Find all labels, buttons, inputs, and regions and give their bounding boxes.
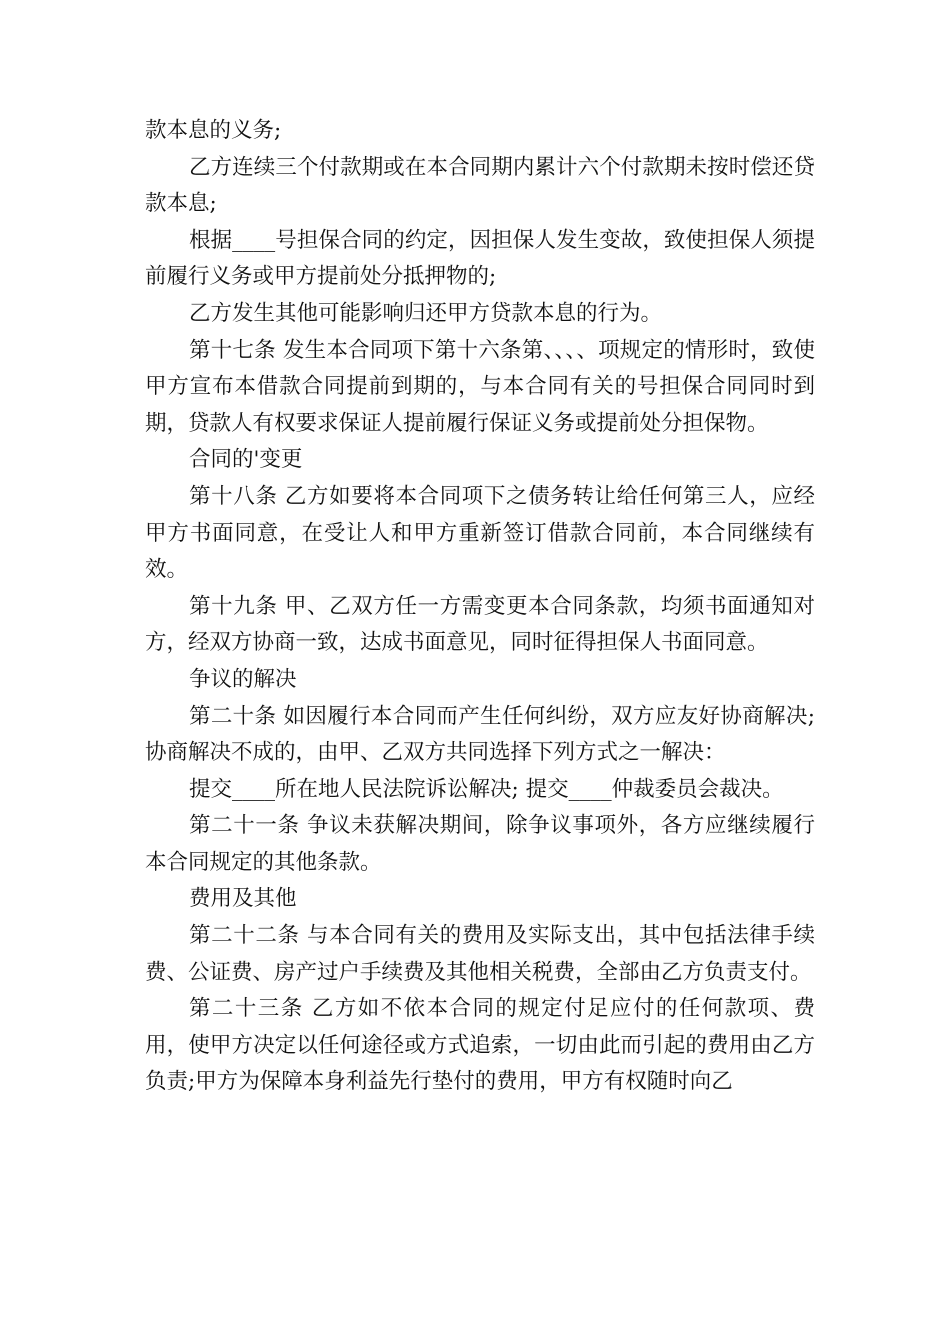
paragraph-guarantee-contract: 根据____号担保合同的约定，因担保人发生变故，致使担保人须提前履行义务或甲方提前处分抵押物的; (145, 227, 815, 290)
section-heading-dispute-resolution: 争议的解决 (189, 666, 297, 692)
document-body (145, 113, 815, 1101)
section-heading-contract-change: 合同的'变更 (189, 447, 303, 473)
paragraph-article-19: 第十九条 甲、乙双方任一方需变更本合同条款，均须书面通知对方，经双方协商一致，达成书面意见，同时征得担保人书面同意。 (145, 593, 815, 656)
paragraph-article-18: 第十八条 乙方如要将本合同项下之债务转让给任何第三人，应经甲方书面同意，在受让人和甲方重新签订借款合同前，本合同继续有效。 (145, 483, 815, 583)
paragraph-article-21: 第二十一条 争议未获解决期间，除争议事项外，各方应继续履行本合同规定的其他条款。 (145, 813, 815, 875)
paragraph-article-20: 第二十条 如因履行本合同而产生任何纠纷，双方应友好协商解决;协商解决不成的，由甲、乙双方共同选择下列方式之一解决： (145, 703, 815, 766)
paragraph-article-22: 第二十二条 与本合同有关的费用及实际支出，其中包括法律手续费、公证费、房产过户手续费及其他相关税费，全部由乙方负责支付。 (145, 923, 815, 985)
paragraph-repayment-obligation: 款本息的义务; (145, 118, 282, 143)
section-heading-fees-other: 费用及其他 (189, 886, 297, 912)
paragraph-article-17: 第十七条 发生本合同项下第十六条第、、、、项规定的情形时，致使甲方宣布本借款合同提前到期的，与本合同有关的号担保合同同时到期，贷款人有权要求保证人提前履行保证义务或提前处分担保物。 (145, 337, 815, 436)
paragraph-consecutive-default: 乙方连续三个付款期或在本合同期内累计六个付款期未按时偿还贷款本息; (145, 154, 815, 217)
paragraph-other-behavior: 乙方发生其他可能影响归还甲方贷款本息的行为。 (189, 300, 663, 326)
paragraph-submission-options: 提交____所在地人民法院诉讼解决; 提交____仲裁委员会裁决。 (189, 776, 784, 802)
paragraph-article-23: 第二十三条 乙方如不依本合同的规定付足应付的任何款项、费用，使甲方决定以任何途径或方式追索，一切由此而引起的费用由乙方负责;甲方为保障本身利益先行垫付的费用，甲方有权随时向乙 (145, 996, 815, 1095)
